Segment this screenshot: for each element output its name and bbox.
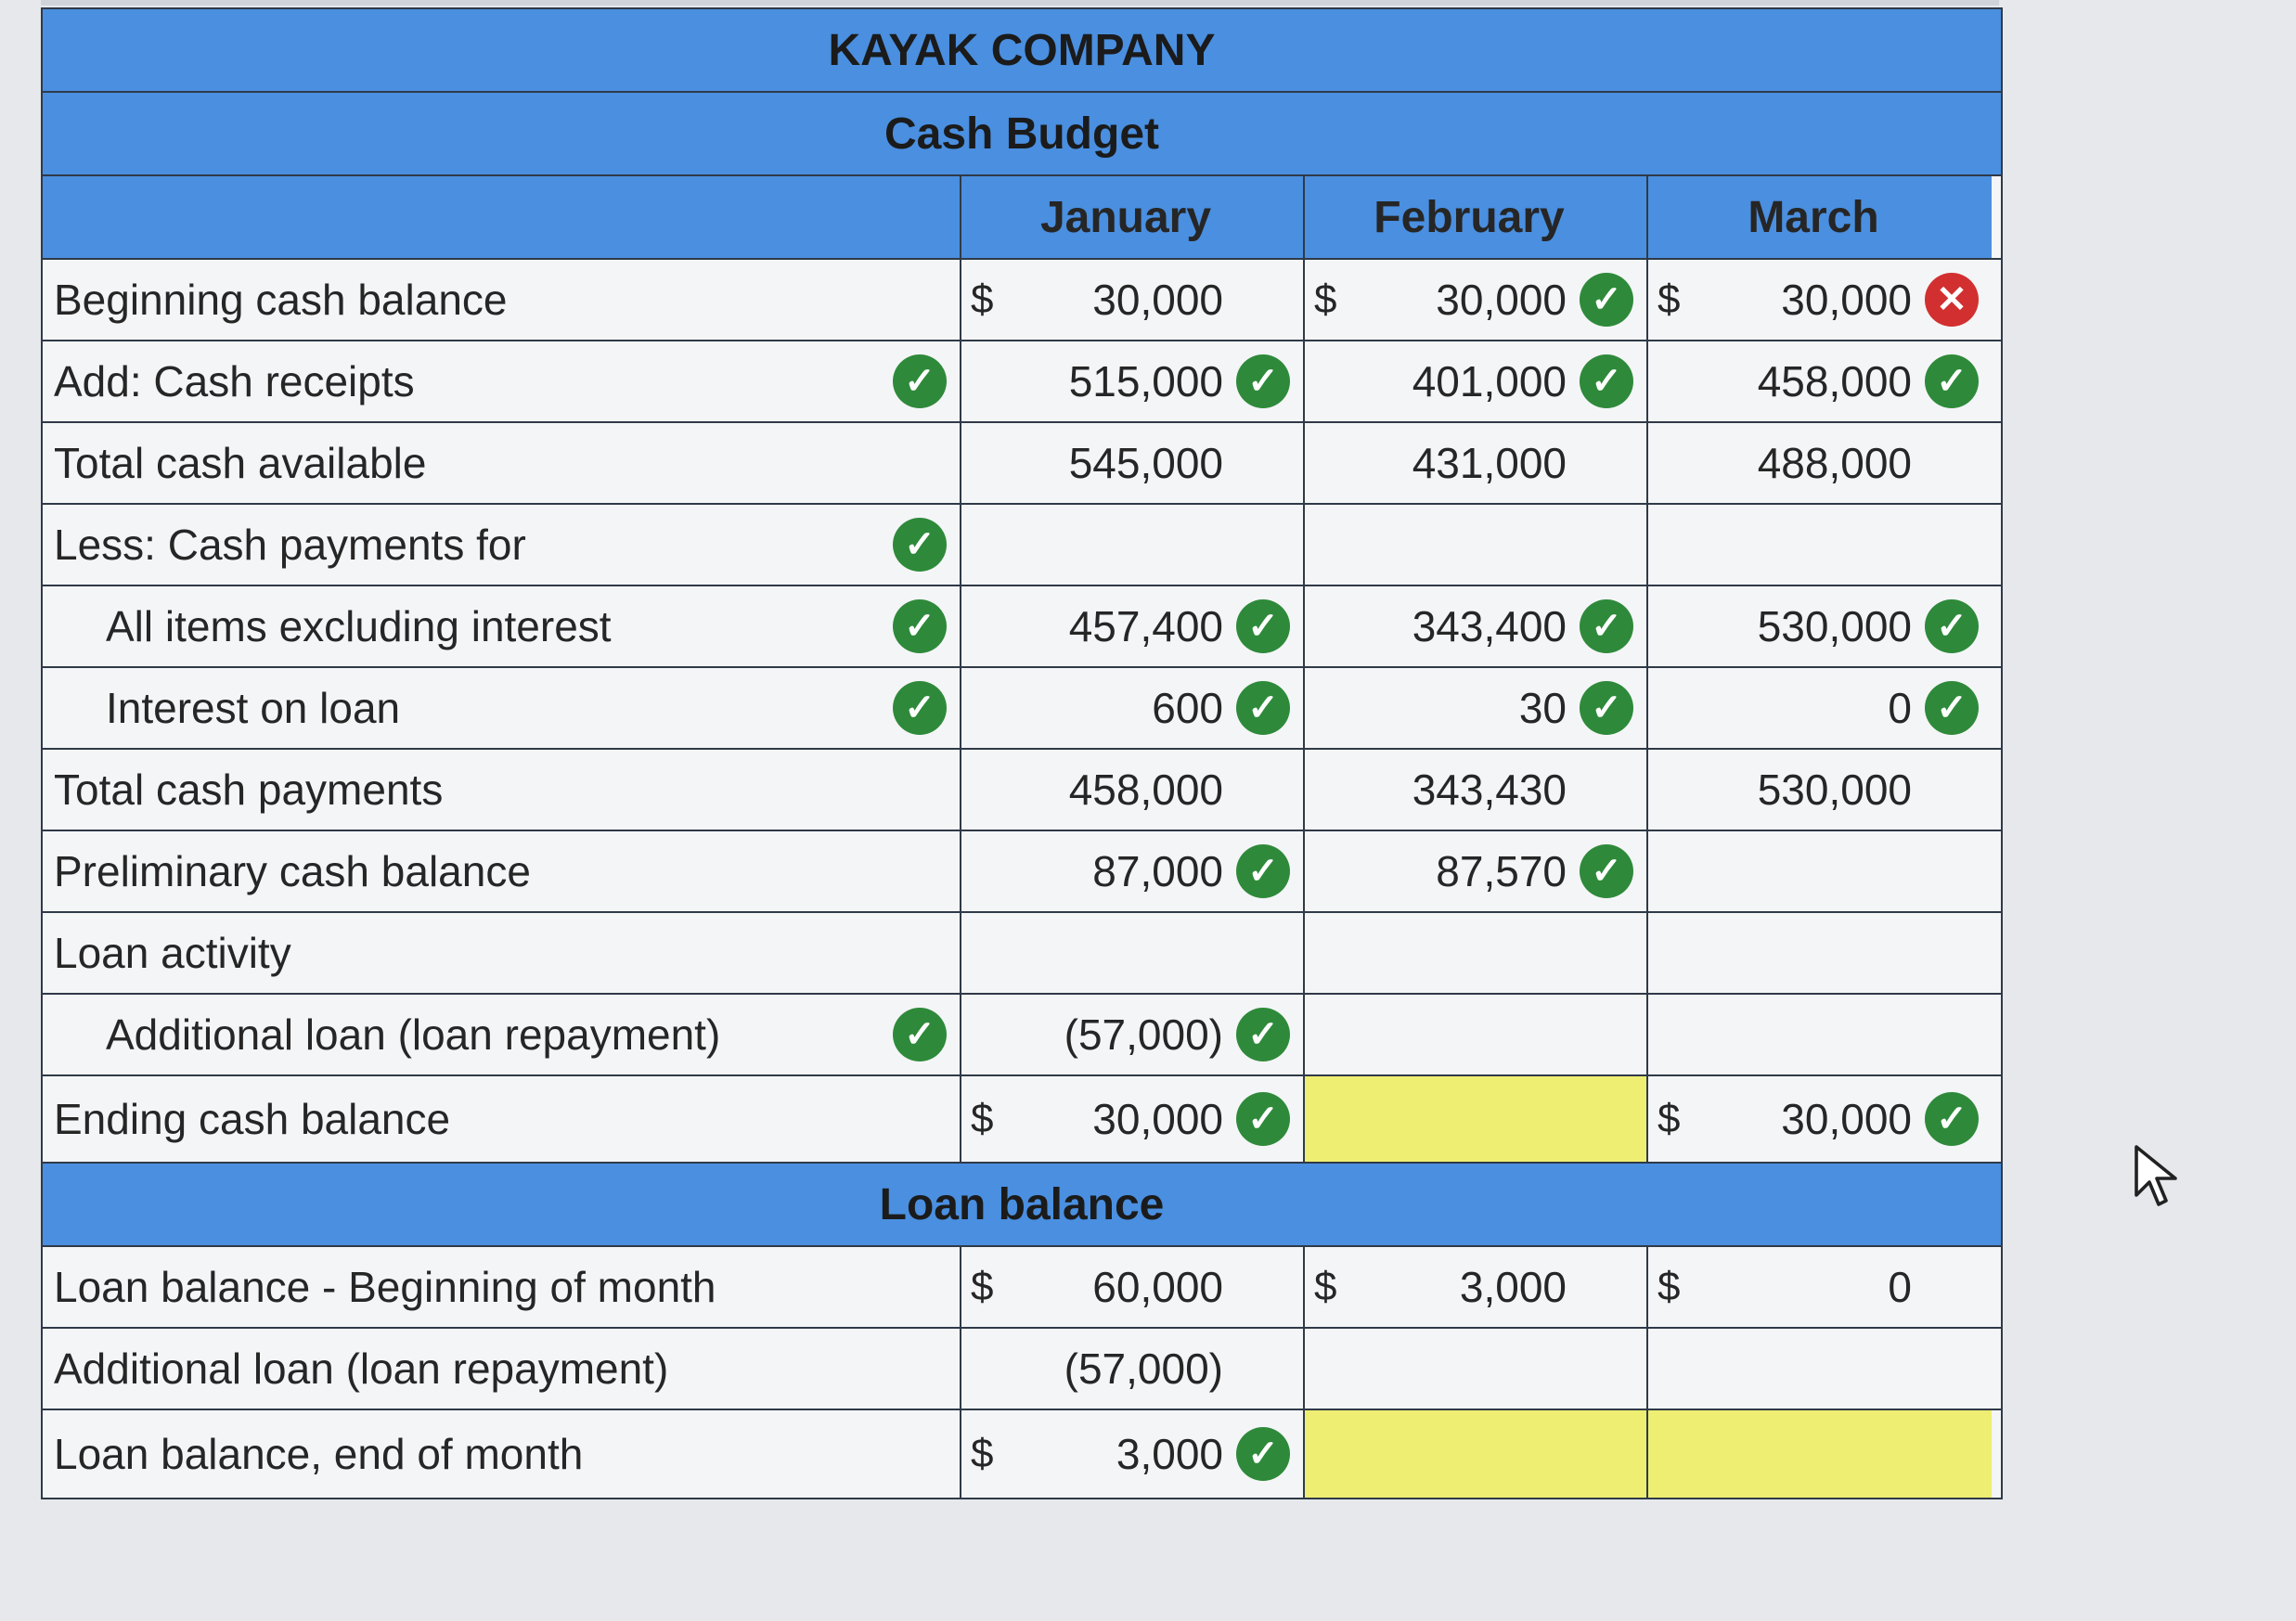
cell-jan[interactable]: [961, 995, 1305, 1074]
input-loan-end-mar[interactable]: [1648, 1410, 1992, 1498]
blank-header-cell: [43, 176, 961, 258]
cell-jan[interactable]: [961, 260, 1305, 340]
value: 343,400: [1412, 602, 1567, 650]
row-label-cell: [43, 260, 961, 340]
value: 30: [1518, 684, 1567, 732]
row-label-cell[interactable]: [43, 995, 961, 1074]
row-label: Ending cash balance: [54, 1095, 451, 1143]
check-icon: ✓: [893, 518, 947, 572]
dollar-sign: $: [971, 1096, 994, 1141]
row-label: Loan balance - Beginning of month: [54, 1263, 716, 1311]
cell-jan[interactable]: [961, 668, 1305, 748]
cell-feb[interactable]: [1305, 668, 1648, 748]
value: 3,000: [1116, 1430, 1223, 1478]
value: 3,000: [1459, 1263, 1567, 1311]
cell-jan[interactable]: [961, 1410, 1305, 1498]
value: 431,000: [1412, 439, 1567, 487]
cell-feb[interactable]: [1305, 1247, 1648, 1327]
row-label: Loan balance, end of month: [54, 1430, 584, 1478]
row-label-cell[interactable]: [43, 586, 961, 666]
dollar-sign: $: [971, 277, 994, 322]
check-icon: ✓: [893, 354, 947, 408]
row-label-cell[interactable]: [43, 341, 961, 421]
cell-mar: [1648, 505, 1992, 585]
row-label-cell: [43, 1410, 961, 1498]
value: 401,000: [1412, 357, 1567, 405]
cell-mar: [1648, 423, 1992, 503]
value: (57,000): [1064, 1344, 1223, 1393]
row-label-cell: [43, 423, 961, 503]
row-interest-on-loan: [43, 668, 2001, 750]
dollar-sign: $: [971, 1264, 994, 1309]
row-label-cell: [43, 1329, 961, 1409]
value: 545,000: [1068, 439, 1223, 487]
value: 30,000: [1092, 1095, 1223, 1143]
dollar-sign: $: [971, 1431, 994, 1476]
cell-feb[interactable]: [1305, 995, 1648, 1074]
cell-feb[interactable]: [1305, 260, 1648, 340]
row-label: Total cash payments: [54, 765, 444, 814]
check-icon: ✓: [1236, 844, 1290, 898]
value: 600: [1152, 684, 1223, 732]
check-icon: ✓: [1580, 681, 1633, 735]
row-label-cell: [43, 913, 961, 993]
cell-feb: [1305, 423, 1648, 503]
row-loan-activity: [43, 913, 2001, 995]
row-ending-cash-balance: [43, 1076, 2001, 1164]
row-label-cell: [43, 750, 961, 830]
check-icon: ✓: [1236, 599, 1290, 653]
check-icon: ✓: [1580, 599, 1633, 653]
month-header-january: January: [961, 176, 1305, 258]
row-label: Beginning cash balance: [54, 276, 508, 324]
value: 30,000: [1092, 276, 1223, 324]
check-icon: ✓: [893, 1008, 947, 1061]
dollar-sign: $: [1658, 1264, 1681, 1309]
row-total-cash-payments: [43, 750, 2001, 831]
value: (57,000): [1064, 1010, 1223, 1059]
check-icon: ✓: [1236, 1008, 1290, 1061]
row-label: Add: Cash receipts: [54, 357, 415, 405]
cell-mar[interactable]: [1648, 341, 1992, 421]
cell-jan[interactable]: [961, 341, 1305, 421]
check-icon: ✓: [1925, 599, 1979, 653]
row-loan-additional: [43, 1329, 2001, 1410]
value: 87,570: [1436, 847, 1567, 895]
dollar-sign: $: [1314, 1264, 1337, 1309]
cell-mar[interactable]: [1648, 586, 1992, 666]
cell-feb: [1305, 1329, 1648, 1409]
cell-jan: [961, 1329, 1305, 1409]
top-edge: [41, 0, 1999, 6]
cell-feb[interactable]: [1305, 341, 1648, 421]
loan-balance-header: [43, 1164, 2001, 1247]
value: 457,400: [1068, 602, 1223, 650]
value: 488,000: [1757, 439, 1912, 487]
check-icon: ✓: [1236, 1427, 1290, 1481]
value: 530,000: [1757, 602, 1912, 650]
cell-jan[interactable]: [961, 1076, 1305, 1162]
value: 343,430: [1412, 765, 1567, 814]
month-header-row: [43, 176, 2001, 260]
row-label: Interest on loan: [106, 684, 401, 732]
title-header: [43, 93, 2001, 176]
cell-jan: [961, 750, 1305, 830]
cell-feb: [1305, 505, 1648, 585]
row-label-cell[interactable]: [43, 668, 961, 748]
value: 0: [1888, 1263, 1912, 1311]
row-label: Additional loan (loan repayment): [54, 1344, 669, 1393]
cell-feb[interactable]: [1305, 831, 1648, 911]
cell-feb: [1305, 750, 1648, 830]
loan-balance-title: Loan balance: [879, 1179, 1165, 1229]
row-label-cell: [43, 1247, 961, 1327]
check-icon: ✓: [893, 599, 947, 653]
check-icon: ✓: [1925, 354, 1979, 408]
check-icon: ✓: [1925, 1092, 1979, 1146]
check-icon: ✓: [1925, 681, 1979, 735]
input-ending-cash-feb[interactable]: [1305, 1076, 1648, 1162]
row-loan-balance-end: [43, 1410, 2001, 1498]
row-label-cell[interactable]: [43, 505, 961, 585]
value: 458,000: [1757, 357, 1912, 405]
value: 530,000: [1757, 765, 1912, 814]
row-all-items: [43, 586, 2001, 668]
cell-mar: [1648, 750, 1992, 830]
cell-jan[interactable]: [961, 831, 1305, 911]
mouse-cursor-icon: [2133, 1143, 2181, 1210]
cell-jan: [961, 423, 1305, 503]
value: 30,000: [1781, 1095, 1912, 1143]
row-preliminary-cash-balance: [43, 831, 2001, 913]
row-loan-balance-beginning: [43, 1247, 2001, 1329]
check-icon: ✓: [893, 681, 947, 735]
cell-feb[interactable]: [1305, 586, 1648, 666]
value: 87,000: [1092, 847, 1223, 895]
row-additional-loan: [43, 995, 2001, 1076]
check-icon: ✓: [1236, 681, 1290, 735]
dollar-sign: $: [1658, 1096, 1681, 1141]
dollar-sign: $: [1314, 277, 1337, 322]
dollar-sign: $: [1658, 277, 1681, 322]
value: 60,000: [1092, 1263, 1223, 1311]
check-icon: ✓: [1580, 273, 1633, 327]
row-label-cell: [43, 831, 961, 911]
row-label: Total cash available: [54, 439, 427, 487]
row-total-cash-available: [43, 423, 2001, 505]
row-label: Additional loan (loan repayment): [106, 1010, 721, 1059]
row-less-cash-payments: [43, 505, 2001, 586]
check-icon: ✓: [1236, 354, 1290, 408]
value: 458,000: [1068, 765, 1223, 814]
row-label: All items excluding interest: [106, 602, 612, 650]
cell-jan[interactable]: [961, 586, 1305, 666]
cell-mar[interactable]: [1648, 668, 1992, 748]
check-icon: ✓: [1236, 1092, 1290, 1146]
cell-jan[interactable]: [961, 1247, 1305, 1327]
month-header-march: March: [1648, 176, 1992, 258]
cell-mar[interactable]: [1648, 1247, 1992, 1327]
check-icon: ✓: [1580, 844, 1633, 898]
cross-icon: ✕: [1925, 273, 1979, 327]
row-label-cell: [43, 1076, 961, 1162]
cell-mar[interactable]: [1648, 260, 1992, 340]
value: 30,000: [1781, 276, 1912, 324]
value: 0: [1888, 684, 1912, 732]
cell-jan: [961, 913, 1305, 993]
cell-mar: [1648, 913, 1992, 993]
company-header: [43, 9, 2001, 93]
cell-feb: [1305, 913, 1648, 993]
row-label: Less: Cash payments for: [54, 521, 526, 569]
cash-budget-table: [41, 7, 2003, 1499]
input-loan-end-feb[interactable]: [1305, 1410, 1648, 1498]
cell-mar: [1648, 1329, 1992, 1409]
row-label: Preliminary cash balance: [54, 847, 531, 895]
row-beginning-cash: [43, 260, 2001, 341]
budget-title: Cash Budget: [884, 109, 1159, 159]
company-name: KAYAK COMPANY: [828, 25, 1216, 75]
row-cash-receipts: [43, 341, 2001, 423]
check-icon: ✓: [1580, 354, 1633, 408]
value: 515,000: [1068, 357, 1223, 405]
cell-mar[interactable]: [1648, 831, 1992, 911]
cell-jan: [961, 505, 1305, 585]
row-label: Loan activity: [54, 929, 291, 977]
cell-mar[interactable]: [1648, 1076, 1992, 1162]
value: 30,000: [1436, 276, 1567, 324]
month-header-february: February: [1305, 176, 1648, 258]
cell-mar[interactable]: [1648, 995, 1992, 1074]
